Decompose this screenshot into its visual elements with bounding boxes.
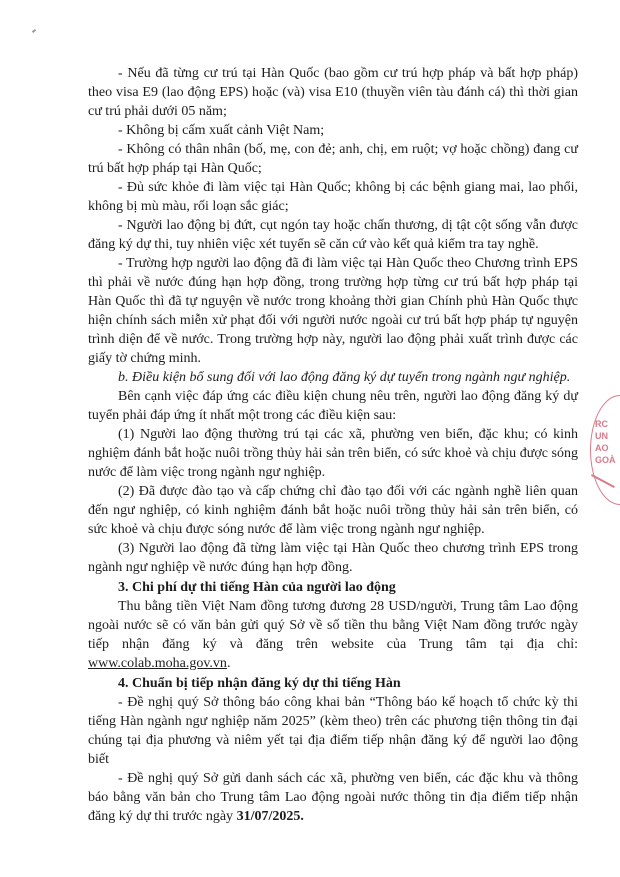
website-period: . — [226, 656, 231, 671]
section-3-text — [88, 597, 578, 673]
paragraph: - Nếu đã từng cư trú tại Hàn Quốc (bao gồm cư trú hợp pháp và bất hợp pháp) theo visa E9 (lao động EPS) hoặc (và) visa E10 (thuyền viên tàu đánh cá) thì thời gian cư trú phải dưới 05 năm; — [88, 66, 578, 119]
paragraph: - Người lao động bị đứt, cụt ngón tay hoặc chấn thương, dị tật cột sống vẫn được đăng ký dự thi, tuy nhiên việc xét tuyển sẽ căn cứ vào kết quả kiểm tra tay nghề. — [88, 218, 578, 252]
section-4-para-2 — [88, 769, 578, 826]
stamp-line: GOÀ — [595, 455, 616, 465]
stamp-line: UN — [595, 431, 608, 441]
section-4-para-2-text: - Đề nghị quý Sở gửi danh sách các xã, phường ven biển, các đặc khu và thông báo bằng văn bản cho Trung tâm Lao động ngoài nước thông tin địa điểm tiếp nhận đăng ký dự thi trước ngày — [88, 771, 578, 824]
section-3-body: Thu bằng tiền Việt Nam đồng tương đương 28 USD/người, Trung tâm Lao động ngoài nước sẽ có văn bản gửi quý Sở về số tiền thu bằng Việt Nam đồng trước ngày tiếp nhận đăng ký và đăng trên website của Trung tâm tại địa chỉ: — [88, 599, 578, 652]
paragraph: - Đủ sức khỏe đi làm việc tại Hàn Quốc; không bị các bệnh giang mai, lao phổi, không bị mù màu, rối loạn sắc giác; — [88, 180, 578, 214]
condition-3: (3) Người lao động đã từng làm việc tại Hàn Quốc theo chương trình EPS trong ngành ngư nghiệp về nước đúng hạn hợp đồng. — [88, 541, 578, 575]
stamp-line: AO — [595, 443, 609, 453]
section-3-heading: 3. Chi phí dự thi tiếng Hàn của người lao động — [118, 580, 396, 595]
section-4-heading: 4. Chuẩn bị tiếp nhận đăng ký dự thi tiếng Hàn — [118, 676, 401, 691]
official-stamp — [590, 395, 620, 505]
section-4-para-1: - Đề nghị quý Sở thông báo công khai bản “Thông báo kế hoạch tổ chức kỳ thi tiếng Hàn ngành ngư nghiệp năm 2025” (kèm theo) trên các phương tiện thông tin đại chúng tại địa phương và niêm yết tại địa điểm tiếp nhận đăng ký để người lao động biết — [88, 695, 578, 767]
stamp-line: RC — [595, 419, 608, 429]
paragraph: - Không có thân nhân (bố, mẹ, con đẻ; anh, chị, em ruột; vợ hoặc chồng) đang cư trú bất hợp pháp tại Hàn Quốc; — [88, 142, 578, 176]
paragraph-b-intro: Bên cạnh việc đáp ứng các điều kiện chung nêu trên, người lao động đăng ký dự tuyển phải đáp ứng ít nhất một trong các điều kiện sau: — [88, 389, 578, 423]
condition-1: (1) Người lao động thường trú tại các xã, phường ven biển, đặc khu; có kinh nghiệm đánh bắt hoặc nuôi trồng thủy hải sản trên biển, có sức khoẻ và chịu được sóng nước để làm việc trong ngành ngư nghiệp. — [88, 427, 578, 480]
condition-2: (2) Đã được đào tạo và cấp chứng chỉ đào tạo đối với các ngành nghề liên quan đến ngư nghiệp, có kinh nghiệm đánh bắt hoặc nuôi trồng thủy hải sản trên biển, có sức khoẻ và chịu được sóng nước để làm việc trong ngành ngư nghiệp. — [88, 484, 578, 537]
corner-mark — [32, 29, 36, 33]
paragraph: - Trường hợp người lao động đã đi làm việc tại Hàn Quốc theo Chương trình EPS thì phải về nước đúng hạn hợp đồng, trong trường hợp từng cư trú bất hợp pháp tại Hàn Quốc thì đã tự nguyện về nước trong khoảng thời gian Chính phủ Hàn Quốc thực hiện chính sách miễn xử phạt đối với người nước ngoài cư trú bất hợp pháp tự nguyện trình diện để về nước. Trong trường hợp này, người lao động phải xuất trình được các giấy tờ chứng minh. — [88, 256, 578, 366]
subheading-b: b. Điều kiện bổ sung đối với lao động đăng ký dự tuyển trong ngành ngư nghiệp. — [118, 370, 571, 385]
website-link[interactable]: www.colab.moha.gov.vn — [88, 656, 227, 671]
deadline-date: 31/07/2025. — [236, 809, 304, 824]
document-body — [88, 64, 578, 826]
paragraph: - Không bị cấm xuất cảnh Việt Nam; — [118, 123, 325, 138]
